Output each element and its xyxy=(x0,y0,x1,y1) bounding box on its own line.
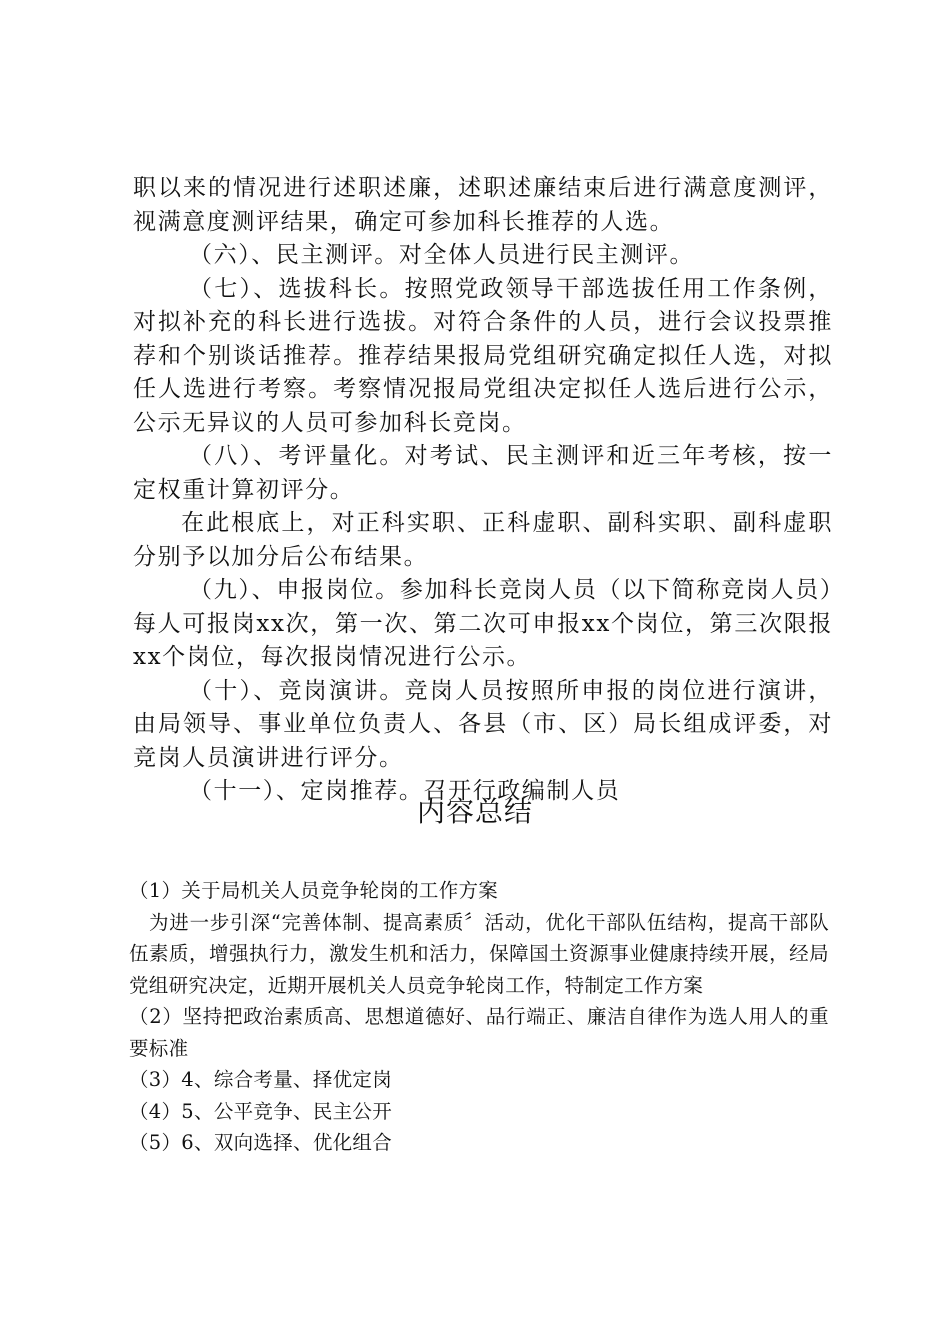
summary-title: 内容总结 xyxy=(416,795,533,828)
document-body xyxy=(133,172,833,809)
summary-item: 为进一步引深“完善体制、提高素质〞活动，优化干部队伍结构，提高干部队伍素质，增强执行力，激发生机和活力，保障国土资源事业健康持续开展，经局党组研究决定，近期开展机关人员竞争轮岗工作，特制定工作方案 xyxy=(129,910,829,997)
paragraph-item-8: （八）、考评量化。对考试、民主测评和近三年考核，按一定权重计算初评分。 xyxy=(133,443,833,503)
paragraph-basis: 在此根底上，对正科实职、正科虚职、副科实职、副科虚职分别予以加分后公布结果。 xyxy=(133,510,833,570)
summary-item: （4）5、公平竞争、民主公开 xyxy=(129,1099,393,1123)
summary-item: （5）6、双向选择、优化组合 xyxy=(129,1131,393,1154)
paragraph-item-9: （九）、申报岗位。参加科长竞岗人员（以下简称竞岗人员）每人可报岗xx次，第一次、第二次可申报xx个岗位，第三次限报xx个岗位，每次报岗情况进行公示。 xyxy=(133,577,833,670)
paragraph-item-6: （六）、民主测评。对全体人员进行民主测评。 xyxy=(189,242,695,268)
summary-item: （1）关于局机关人员竞争轮岗的工作方案 xyxy=(129,879,499,902)
summary-list xyxy=(129,875,829,1159)
paragraph-continued: 职以来的情况进行述职述廉，述职述廉结束后进行满意度测评，视满意度测评结果，确定可参加科长推荐的人选。 xyxy=(133,175,833,235)
summary-item: （3）4、综合考量、择优定岗 xyxy=(129,1068,393,1091)
summary-item: （2）坚持把政治素质高、思想道德好、品行端正、廉洁自律作为选人用人的重要标准 xyxy=(129,1005,829,1060)
paragraph-item-7: （七）、选拔科长。按照党政领导干部选拔任用工作条例，对拟补充的科长进行选拔。对符合条件的人员，进行会议投票推荐和个别谈话推荐。推荐结果报局党组研究确定拟任人选，对拟任人选进行考察。考察情况报局党组决定拟任人选后进行公示，公示无异议的人员可参加科长竞岗。 xyxy=(133,275,833,436)
paragraph-item-10: （十）、竞岗演讲。竞岗人员按照所申报的岗位进行演讲，由局领导、事业单位负责人、各县（市、区）局长组成评委，对竞岗人员演讲进行评分。 xyxy=(133,677,833,771)
paragraph-item-11: （十一）、定岗推荐。召开行政编制人员 xyxy=(189,778,621,804)
